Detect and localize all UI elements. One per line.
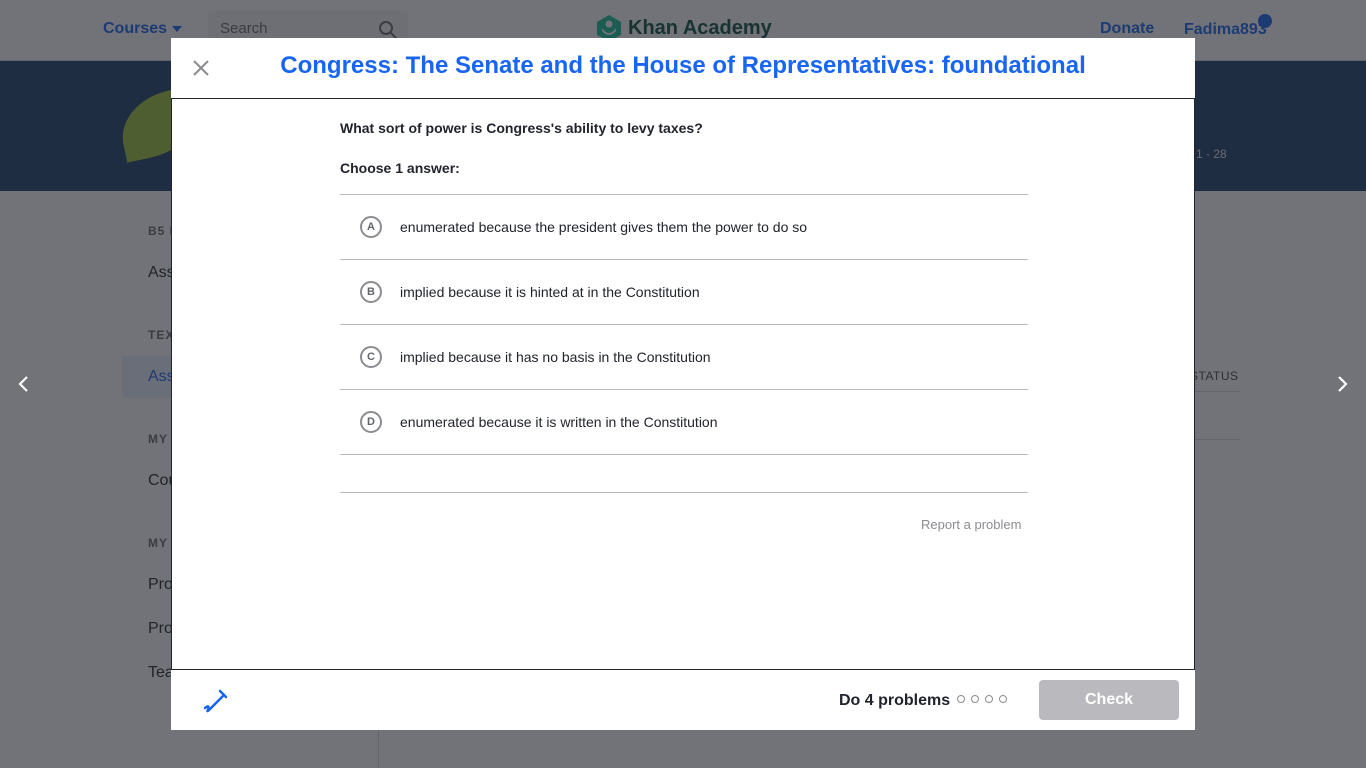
- choice-letter: C: [360, 346, 382, 368]
- check-button[interactable]: Check: [1039, 680, 1179, 720]
- modal-header: [171, 38, 1195, 99]
- choice-letter: D: [360, 411, 382, 433]
- next-arrow-icon[interactable]: [1332, 374, 1352, 394]
- choice-text: enumerated because it is written in the Constitution: [400, 414, 718, 430]
- exercise-modal: [171, 38, 1195, 730]
- choice-text: enumerated because the president gives them the power to do so: [400, 219, 808, 235]
- choice-a[interactable]: [340, 195, 1028, 260]
- scratchpad-pencil-icon[interactable]: [201, 686, 229, 714]
- progress-dot: [971, 695, 979, 703]
- choice-b[interactable]: [340, 260, 1028, 325]
- choice-text: implied because it is hinted at in the Constitution: [400, 284, 700, 300]
- divider: [340, 492, 1028, 493]
- problem-count-label: Do 4 problems: [839, 692, 951, 709]
- choice-letter: B: [360, 281, 382, 303]
- previous-arrow-icon[interactable]: [14, 374, 34, 394]
- progress-dot: [985, 695, 993, 703]
- question-area: [171, 98, 1195, 670]
- choose-instruction: Choose 1 answer:: [340, 160, 460, 176]
- choice-text: implied because it has no basis in the Constitution: [400, 349, 711, 365]
- report-problem-link[interactable]: Report a problem: [921, 517, 1022, 532]
- progress-dot: [957, 695, 965, 703]
- choice-d[interactable]: [340, 390, 1028, 455]
- modal-footer: [171, 670, 1195, 730]
- question-text: What sort of power is Congress's ability to levy taxes?: [340, 120, 703, 136]
- progress-dots: [957, 695, 1013, 703]
- exercise-title: Congress: The Senate and the House of Representatives: foundational: [280, 52, 1086, 79]
- choice-letter: A: [360, 216, 382, 238]
- answer-choices: [340, 194, 1028, 455]
- progress-dot: [999, 695, 1007, 703]
- choice-c[interactable]: [340, 325, 1028, 390]
